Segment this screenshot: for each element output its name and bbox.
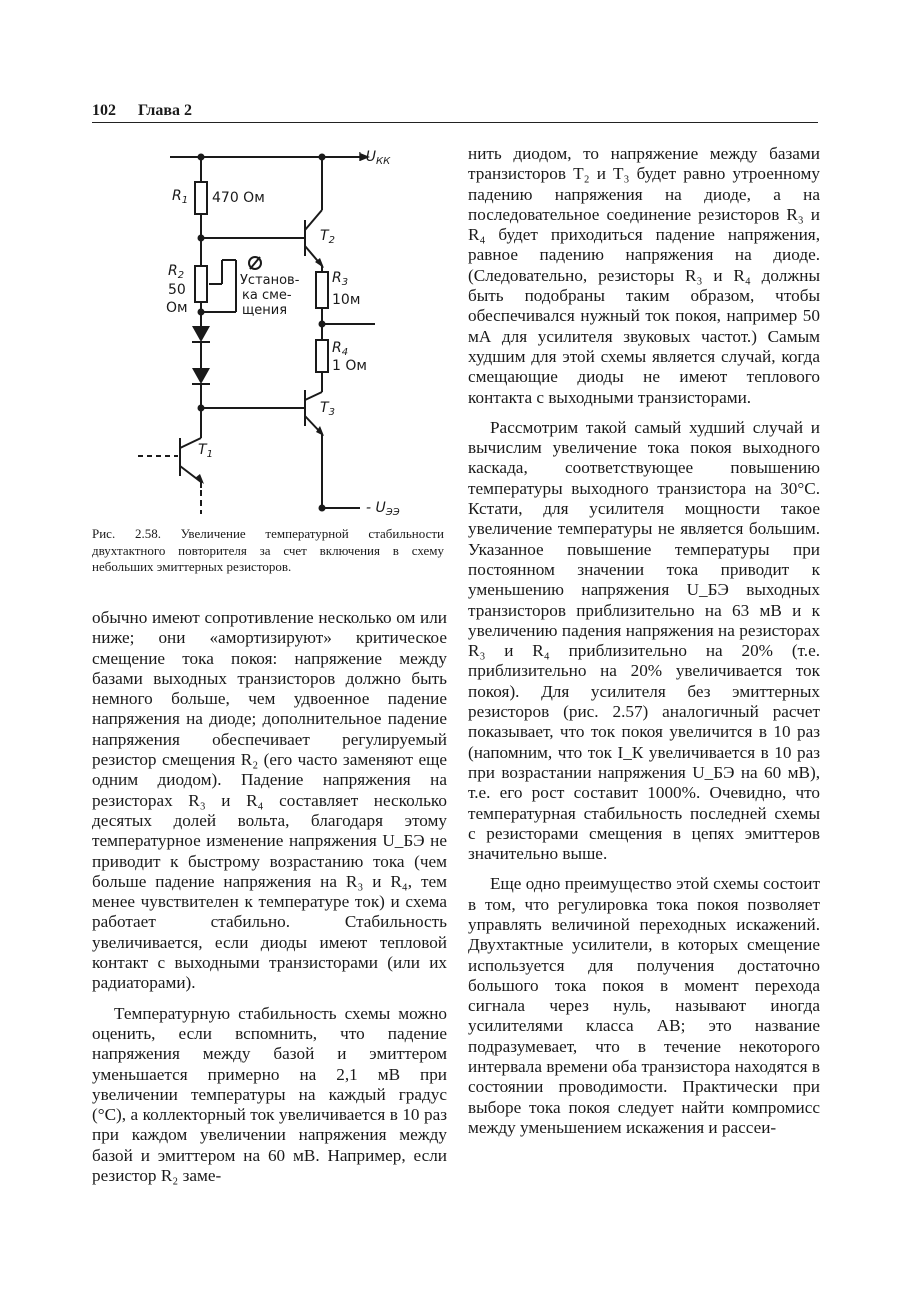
adjust-label-1: Установ-: [240, 273, 300, 288]
paragraph: обычно имеют сопротивление несколько ом или ниже; они «амортизируют» критическое смещение тока покоя: напряжение между базами выходных транзисторов должно быть немного больше, чем удвоенное падение напряжения на диоде; дополнительное падение напряжения обеспечивает регулируемый резистор смещения R₂ (его часто заменяют еще одним диодом). Падение напряжения на резисторах R₃ и R₄ составляет несколько десятых долей вольта, благодаря этому температурное изменение напряжения U_БЭ не приводит к быстрому возрастанию тока (чем больше падение напряжения на R₃ и R₄, тем менее чувствителен к температуре ток) и схема работает стабильно. Стабильность увеличивается, если диоды имеют тепловой контакт с выходными транзисторами (или их радиаторами).: [92, 608, 447, 993]
figure-caption: Рис. 2.58. Увеличение температурной стабильности двухтактного повторителя за счет включения в схему небольших эмиттерных резисторов.: [92, 526, 444, 574]
diode-1: [192, 326, 210, 342]
vcc-label: $+U_{КК}$: [354, 149, 391, 167]
resistor-r4: [316, 340, 328, 372]
r2-value-1: 50: [168, 282, 186, 298]
paragraph: нить диодом, то напряжение между базами транзисторов T₂ и T₃ будет равно утроенному падению напряжения на диоде, а на последовательное соединение резисторов R₃ и R₄ будет приходиться падение напряжения, равное падению напряжения на диоде. (Следовательно, резисторы R₃ и R₄ должны быть подобраны таким образом, чтобы обеспечивался нужный ток покоя, например 50 мА для усилителя звуковых частот.) Самым худшим для этой схемы является случай, когда смещающие диоды не имеют теплового контакта с выходными транзисторами.: [468, 144, 820, 407]
r3-label: $R_3$: [332, 270, 349, 288]
t1-label: $T_1$: [198, 442, 213, 460]
adjust-label-3: щения: [242, 303, 288, 318]
r2-label: $R_2$: [168, 263, 185, 281]
adjust-label-2: ка сме-: [242, 288, 292, 303]
resistor-r1: [195, 182, 207, 214]
vee-label: - $U_{ЭЭ}$: [366, 500, 400, 518]
paragraph: Еще одно преимущество этой схемы состоит в том, что регулировка тока покоя позволяет управлять величиной переходных искажений. Двухтактные усилители, в которых смещение используется для получения достаточно большого тока покоя в момент перехода сигнала через нуль, называют иногда усилителями класса АВ; это название подразумевает, что в течение некоторого интервала времени оба транзистора находятся в состоянии проводимости. Практически при выборе тока покоя следует найти компромисс между уменьшением искажения и рассеи-: [468, 874, 820, 1137]
paragraph: Рассмотрим такой самый худший случай и вычислим увеличение тока покоя выходного каскада, соответствующее повышению температуры выходного транзистора на 30°С. Кстати, для усилителя мощности такое увеличение температуры не является большим. Указанное повышение температуры при постоянном значении тока приводит к уменьшению напряжения U_БЭ выходных транзисторов приблизительно на 63 мВ и к увеличению падения напряжения на резисторах R₃ и R₄ приблизительно на 20% (т.е. приблизительно на 20% увеличивается ток покоя). Для усилителя без эмиттерных резисторов (рис. 2.57) аналогичный расчет показывает, что ток покоя увеличится в 10 раз (напомним, что ток I_К увеличивается в 10 раз при возрастании напряжения U_БЭ на 60 мВ), т.е. его рост составит 1000%. Очевидно, что температурная стабильность последней схемы с резисторами смещения в цепях эмиттеров значительно выше.: [468, 417, 820, 864]
resistor-r2: [195, 266, 207, 302]
r4-value: 1 Ом: [332, 358, 367, 374]
r3-value: 10м: [332, 292, 361, 308]
page-header: [92, 102, 818, 123]
left-column: [92, 608, 447, 1186]
page-number: 102: [92, 102, 116, 119]
r2-value-2: Ом: [166, 300, 188, 316]
t3-label: $T_3$: [320, 400, 335, 418]
t2-label: $T_2$: [320, 228, 335, 246]
diode-2: [192, 368, 210, 384]
right-column: [468, 144, 820, 1138]
circuit-diagram: [120, 142, 480, 522]
paragraph: Температурную стабильность схемы можно оценить, если вспомнить, что падение напряжения между базой и эмиттером уменьшается примерно на 2,1 мВ при увеличении температуры на каждый градус (°С), а коллекторный ток увеличивается в 10 раз при каждом увеличении напряжения между базой и эмиттером на 60 мВ. Например, если резистор R₂ заме-: [92, 1003, 447, 1186]
resistor-r3: [316, 272, 328, 308]
r4-label: $R_4$: [332, 340, 349, 358]
chapter-title: Глава 2: [138, 102, 192, 119]
r1-value: 470 Ом: [212, 190, 265, 206]
r1-label: $R_1$: [172, 188, 189, 206]
